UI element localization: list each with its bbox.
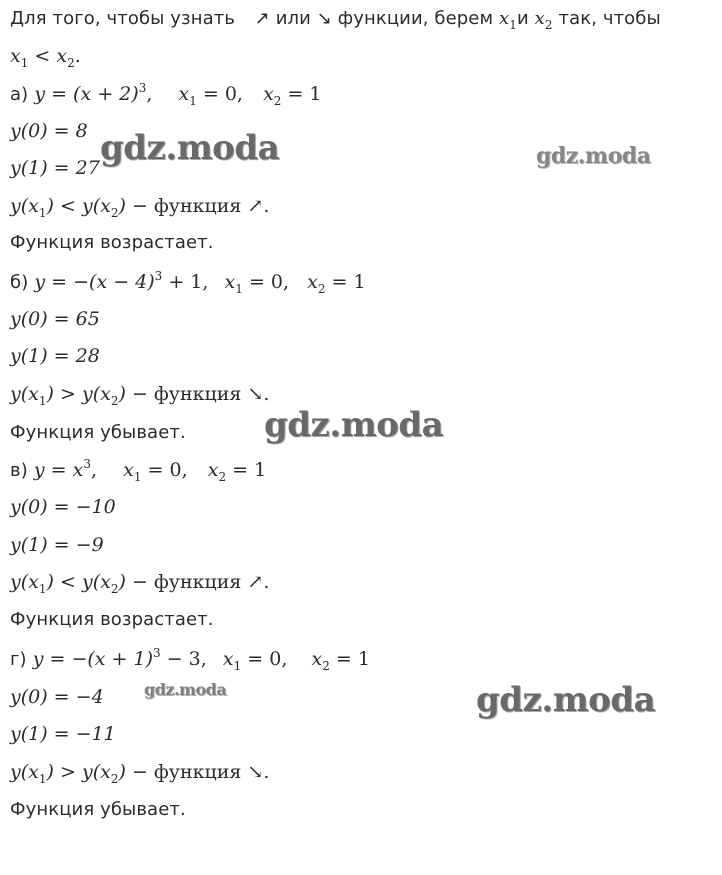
arrow-down-icon: ↘	[247, 761, 264, 783]
arrow-up-icon: ↗	[247, 571, 264, 593]
part-c-compare: $y(x_1) < y(x_2)$ − функция ↗.	[10, 571, 270, 596]
part-c-y1: y(1) = −9	[10, 534, 104, 556]
part-b-label: б)	[10, 272, 29, 293]
part-c-conclusion: Функция возрастает.	[10, 609, 214, 630]
part-d-compare: $y(x_1) > y(x_2)$ − функция ↘.	[10, 761, 270, 786]
watermark-logo: gdz.moda	[144, 680, 227, 699]
part-d-y0: y(0) = −4	[10, 686, 104, 708]
intro-text-end: так, чтобы	[558, 8, 661, 29]
part-a-conclusion: Функция возрастает.	[10, 232, 214, 253]
watermark-logo: gdz.moda	[100, 128, 280, 168]
part-a-label: а)	[10, 84, 29, 105]
watermark-logo: gdz.moda	[536, 143, 651, 169]
intro-text-start: Для того, чтобы узнать	[10, 8, 236, 29]
intro-line-1	[10, 5, 661, 34]
intro-x1: $x_1$	[499, 8, 518, 32]
watermark-logo: gdz.moda	[264, 405, 444, 445]
watermark-logo: gdz.moda	[476, 680, 656, 720]
intro-x2: $x_2$	[534, 8, 553, 32]
arrow-down-icon: ↘	[247, 383, 264, 405]
part-a-y0: y(0) = 8	[10, 120, 88, 142]
part-d-y1: y(1) = −11	[10, 723, 116, 745]
part-a-compare: $y(x_1) < y(x_2)$ − функция ↗.	[10, 195, 270, 220]
part-b-compare: $y(x_1) > y(x_2)$ − функция ↘.	[10, 383, 270, 408]
intro-line-2: $x_1 < x_2$.	[10, 45, 81, 70]
intro-text-mid: функции, берем	[337, 8, 494, 29]
part-a-function: а) $y = (x + 2)^3$, $x_1 = 0$, $x_2 = 1$	[10, 81, 322, 108]
part-d-conclusion: Функция убывает.	[10, 799, 186, 820]
part-a-y1: y(1) = 27	[10, 157, 100, 179]
part-c-label: в)	[10, 460, 28, 481]
part-d-function: г) $y = -(x + 1)^3 - 3$, $x_1 = 0$, $x_2 = 1$	[10, 646, 370, 673]
part-c-y0: y(0) = −10	[10, 496, 116, 518]
intro-or: или	[275, 8, 311, 29]
arrow-up-icon: ↗	[247, 195, 264, 217]
part-b-y1: y(1) = 28	[10, 345, 100, 367]
intro-and: и	[517, 8, 529, 29]
part-b-y0: y(0) = 65	[10, 308, 100, 330]
arrow-up-icon: ↗	[254, 8, 270, 29]
arrow-down-icon: ↘	[316, 8, 332, 29]
part-b-function: б) $y = -(x - 4)^3 + 1$, $x_1 = 0$, $x_2 = 1$	[10, 269, 366, 296]
part-d-label: г)	[10, 649, 27, 670]
part-c-function: в) $y = x^3$, $x_1 = 0$, $x_2 = 1$	[10, 457, 267, 484]
part-b-conclusion: Функция убывает.	[10, 422, 186, 443]
